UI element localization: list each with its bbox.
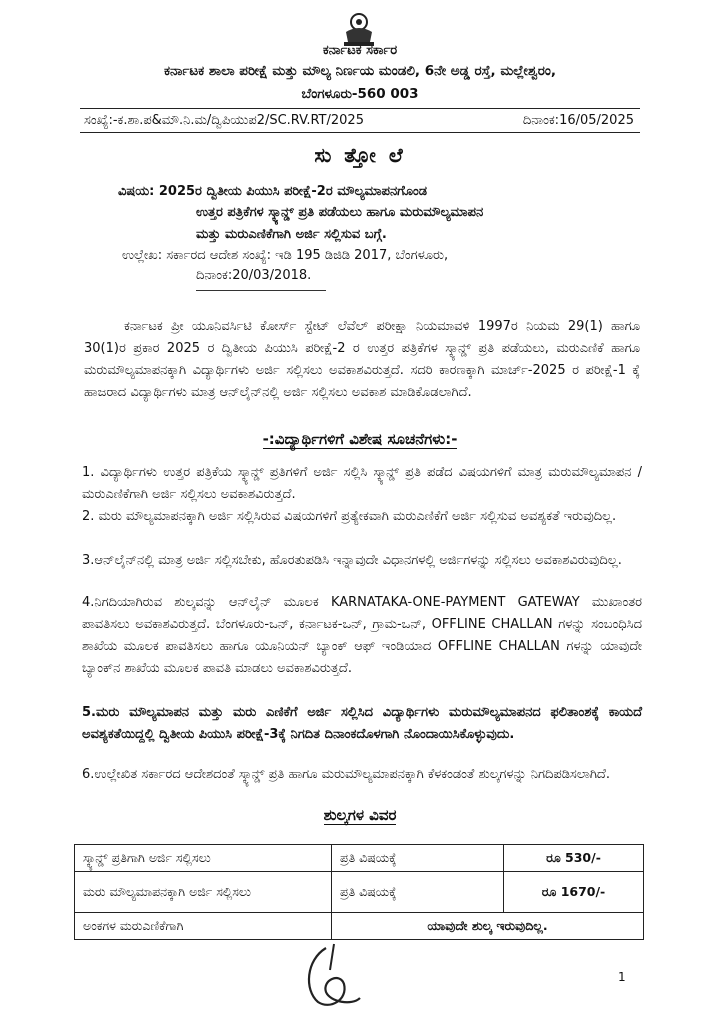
signature-icon bbox=[296, 940, 366, 1012]
page-number: 1 bbox=[618, 970, 626, 984]
fees-heading-text: ಶುಲ್ಕಗಳ ವಿವರ bbox=[323, 806, 397, 824]
fees-table bbox=[74, 844, 644, 940]
fee-item: ಸ್ಕ್ಯಾನ್ಡ್ ಪ್ರತಿಗಾಗಿ ಅರ್ಜಿ ಸಲ್ಲಿಸಲು bbox=[75, 845, 332, 872]
reference-underline bbox=[196, 290, 326, 291]
document-date: ದಿನಾಂಕ:16/05/2025 bbox=[522, 113, 634, 128]
government-name: ಕರ್ನಾಟಕ ಸರ್ಕಾರ bbox=[322, 43, 398, 58]
fee-amount: ರೂ 530/- bbox=[504, 845, 644, 872]
table-row bbox=[75, 913, 644, 940]
note-item: 6.ಉಲ್ಲೇಖಿತ ಸರ್ಕಾರದ ಆದೇಶದಂತೆ ಸ್ಕ್ಯಾನ್ಡ್ ಪ್ರತಿ ಹಾಗೂ ಮರುಮೌಲ್ಯಮಾಪನಕ್ಕಾಗಿ ಕೆಳಕಂಡಂತೆ ಶುಲ್ಕಗಳನ್ನು ನಿಗದಿಪಡಿಸಲಾಗಿದೆ. bbox=[82, 767, 610, 782]
reference-line-1: ಉಲ್ಲೇಖ: ಸರ್ಕಾರದ ಆದೇಶ ಸಂಖ್ಯೆ: ಇಡಿ 195 ಡಿಜಿಡಿ 2017, ಬೆಂಗಳೂರು, bbox=[122, 248, 449, 263]
fee-item: ಅಂಕಗಳ ಮರುಎಣಿಕೆಗಾಗಿ bbox=[75, 913, 332, 940]
note-item: 3.ಆನ್‌ಲೈನ್‌ನಲ್ಲಿ ಮಾತ್ರ ಅರ್ಜಿ ಸಲ್ಲಿಸಬೇಕು, ಹೊರತುಪಡಿಸಿ ಇನ್ನಾವುದೇ ವಿಧಾನಗಳಲ್ಲಿ ಅರ್ಜಿಗಳನ್ನು ಸಲ್ಲಿಸಲು ಅವಕಾಶವಿರುವುದಿಲ್ಲ. bbox=[82, 553, 622, 568]
board-city: ಬೆಂಗಳೂರು-560 003 bbox=[301, 86, 419, 102]
state-emblem-icon bbox=[336, 8, 382, 48]
table-row bbox=[75, 845, 644, 872]
fee-unit: ಪ್ರತಿ ವಿಷಯಕ್ಕೆ bbox=[332, 872, 504, 913]
fee-note: ಯಾವುದೇ ಶುಲ್ಕ ಇರುವುದಿಲ್ಲ. bbox=[332, 913, 644, 940]
reference-line-2: ದಿನಾಂಕ:20/03/2018. bbox=[196, 268, 312, 283]
header-divider-bottom bbox=[80, 132, 640, 133]
subject-line-1: ವಿಷಯ: 2025ರ ದ್ವಿತೀಯ ಪಿಯುಸಿ ಪರೀಕ್ಷೆ-2ರ ಮೌಲ್ಯಮಾಪನಗೊಂಡ bbox=[118, 184, 428, 199]
note-item: 2. ಮರು ಮೌಲ್ಯಮಾಪನಕ್ಕಾಗಿ ಅರ್ಜಿ ಸಲ್ಲಿಸಿರುವ ವಿಷಯಗಳಿಗೆ ಪ್ರತ್ಯೇಕವಾಗಿ ಮರುಎಣಿಕೆಗೆ ಅರ್ಜಿ ಸಲ್ಲಿಸುವ ಅವಶ್ಯಕತೆ ಇರುವುದಿಲ್ಲ. bbox=[82, 509, 617, 524]
fee-item: ಮರು ಮೌಲ್ಯಮಾಪನಕ್ಕಾಗಿ ಅರ್ಜಿ ಸಲ್ಲಿಸಲು bbox=[75, 872, 332, 913]
subject-line-3: ಮತ್ತು ಮರುಎಣಿಕೆಗಾಗಿ ಅರ್ಜಿ ಸಲ್ಲಿಸುವ ಬಗ್ಗೆ. bbox=[196, 227, 387, 242]
reference-number: ಸಂಖ್ಯೆ:-ಕ.ಶಾ.ಪ&ಮೌ.ನಿ.ಮ/ದ್ವಿಪಿಯುಪ2/SC.RV.RT/2025 bbox=[84, 113, 364, 128]
note-item: 5.ಮರು ಮೌಲ್ಯಮಾಪನ ಮತ್ತು ಮರು ಎಣಿಕೆಗೆ ಅರ್ಜಿ ಸಲ್ಲಿಸಿದ ವಿದ್ಯಾರ್ಥಿಗಳು ಮರುಮೌಲ್ಯಮಾಪನದ ಫಲಿತಾಂಶಕ್ಕೆ ಕಾಯದೆ ಅವಶ್ಯಕತೆಯಿದ್ದಲ್ಲಿ ದ್ವಿತೀಯ ಪಿಯುಸಿ ಪರೀಕ್ಷೆ-3ಕ್ಕೆ ನಿಗದಿತ ದಿನಾಂಕದೊಳಗಾಗಿ ನೊಂದಾಯಿಸಿಕೊಳ್ಳುವುದು. bbox=[82, 705, 642, 742]
note-item: 1. ವಿದ್ಯಾರ್ಥಿಗಳು ಉತ್ತರ ಪತ್ರಿಕೆಯ ಸ್ಕ್ಯಾನ್ಡ್ ಪ್ರತಿಗಳಿಗೆ ಅರ್ಜಿ ಸಲ್ಲಿಸಿ ಸ್ಕ್ಯಾನ್ಡ್ ಪ್ರತಿ ಪಡೆದ ವಿಷಯಗಳಿಗೆ ಮಾತ್ರ ಮರುಮೌಲ್ಯಮಾಪನ /ಮರುಎಣಿಕೆಗಾಗಿ ಅರ್ಜಿ ಸಲ್ಲಿಸಲು ಅವಕಾಶವಿರುತ್ತದೆ. bbox=[82, 465, 642, 502]
board-name: ಕರ್ನಾಟಕ ಶಾಲಾ ಪರೀಕ್ಷೆ ಮತ್ತು ಮೌಲ್ಯ ನಿರ್ಣಯ ಮಂಡಲಿ, 6ನೇ ಅಡ್ಡ ರಸ್ತೆ, ಮಲ್ಲೇಶ್ವರಂ, bbox=[163, 63, 557, 79]
page-title: ಸು ತ್ತೋ ಲೆ bbox=[314, 143, 406, 167]
table-row bbox=[75, 872, 644, 913]
fee-unit: ಪ್ರತಿ ವಿಷಯಕ್ಕೆ bbox=[332, 845, 504, 872]
note-item: 4.ನಿಗದಿಯಾಗಿರುವ ಶುಲ್ಕವನ್ನು ಆನ್‌ಲೈನ್ ಮೂಲಕ KARNATAKA-ONE-PAYMENT GATEWAY ಮುಖಾಂತರ ಪಾವತಿಸಲು ಅವಕಾಶವಿರುತ್ತದೆ. ಬೆಂಗಳೂರು-ಒನ್, ಕರ್ನಾಟಕ-ಒನ್, ಗ್ರಾಮ-ಒನ್, OFFLINE CHALLAN ಗಳನ್ನು ಸಂಬಂಧಿಸಿದ ಶಾಖೆಯ ಮೂಲಕ ಪಾವತಿಸಲು ಹಾಗೂ ಯೂನಿಯನ್ ಬ್ಯಾಂಕ್ ಆಫ್ ಇಂಡಿಯಾದ OFFLINE CHALLAN ಗಳನ್ನು ಯಾವುದೇ ಬ್ಯಾಂಕ್‌ನ ಶಾಖೆಯ ಮೂಲಕ ಪಾವತಿ ಮಾಡಲು ಅವಕಾಶವಿರುತ್ತದೆ. bbox=[82, 595, 642, 676]
fee-amount: ರೂ 1670/- bbox=[504, 872, 644, 913]
notes-heading bbox=[0, 430, 720, 448]
fees-heading bbox=[0, 806, 720, 824]
header-divider bbox=[80, 108, 640, 109]
notes-heading-text: -:ವಿದ್ಯಾರ್ಥಿಗಳಿಗೆ ವಿಶೇಷ ಸೂಚನೆಗಳು:- bbox=[262, 430, 458, 448]
subject-line-2: ಉತ್ತರ ಪತ್ರಿಕೆಗಳ ಸ್ಕ್ಯಾನ್ಡ್ ಪ್ರತಿ ಪಡೆಯಲು ಹಾಗೂ ಮರುಮೌಲ್ಯಮಾಪನ bbox=[196, 205, 484, 220]
body-paragraph: ಕರ್ನಾಟಕ ಪ್ರೀ ಯೂನಿವರ್ಸಿಟಿ ಕೋರ್ಸ್ ಸ್ಟೇಟ್ ಲೆವೆಲ್ ಪರೀಕ್ಷಾ ನಿಯಮಾವಳಿ 1997ರ ನಿಯಮ 29(1) ಹಾಗೂ 30(1)ರ ಪ್ರಕಾರ 2025 ರ ದ್ವಿತೀಯ ಪಿಯುಸಿ ಪರೀಕ್ಷೆ-2 ರ ಉತ್ತರ ಪತ್ರಿಕೆಗಳ ಸ್ಕ್ಯಾನ್ಡ್ ಪ್ರತಿ ಪಡೆಯಲು, ಮರುಎಣಿಕೆ ಹಾಗೂ ಮರುಮೌಲ್ಯಮಾಪನಕ್ಕಾಗಿ ವಿದ್ಯಾರ್ಥಿಗಳು ಅರ್ಜಿ ಸಲ್ಲಿಸಲು ಅವಕಾಶವಿರುತ್ತದೆ. ಸದರಿ ಕಾರಣಕ್ಕಾಗಿ ಮಾರ್ಚ್-2025 ರ ಪರೀಕ್ಷೆ-1 ಕ್ಕೆ ಹಾಜರಾದ ವಿದ್ಯಾರ್ಥಿಗಳು ಮಾತ್ರ ಆನ್‌ಲೈನ್‌ನಲ್ಲಿ ಅರ್ಜಿ ಸಲ್ಲಿಸಲು ಅವಕಾಶ ಮಾಡಿಕೊಡಲಾಗಿದೆ. bbox=[84, 319, 640, 400]
